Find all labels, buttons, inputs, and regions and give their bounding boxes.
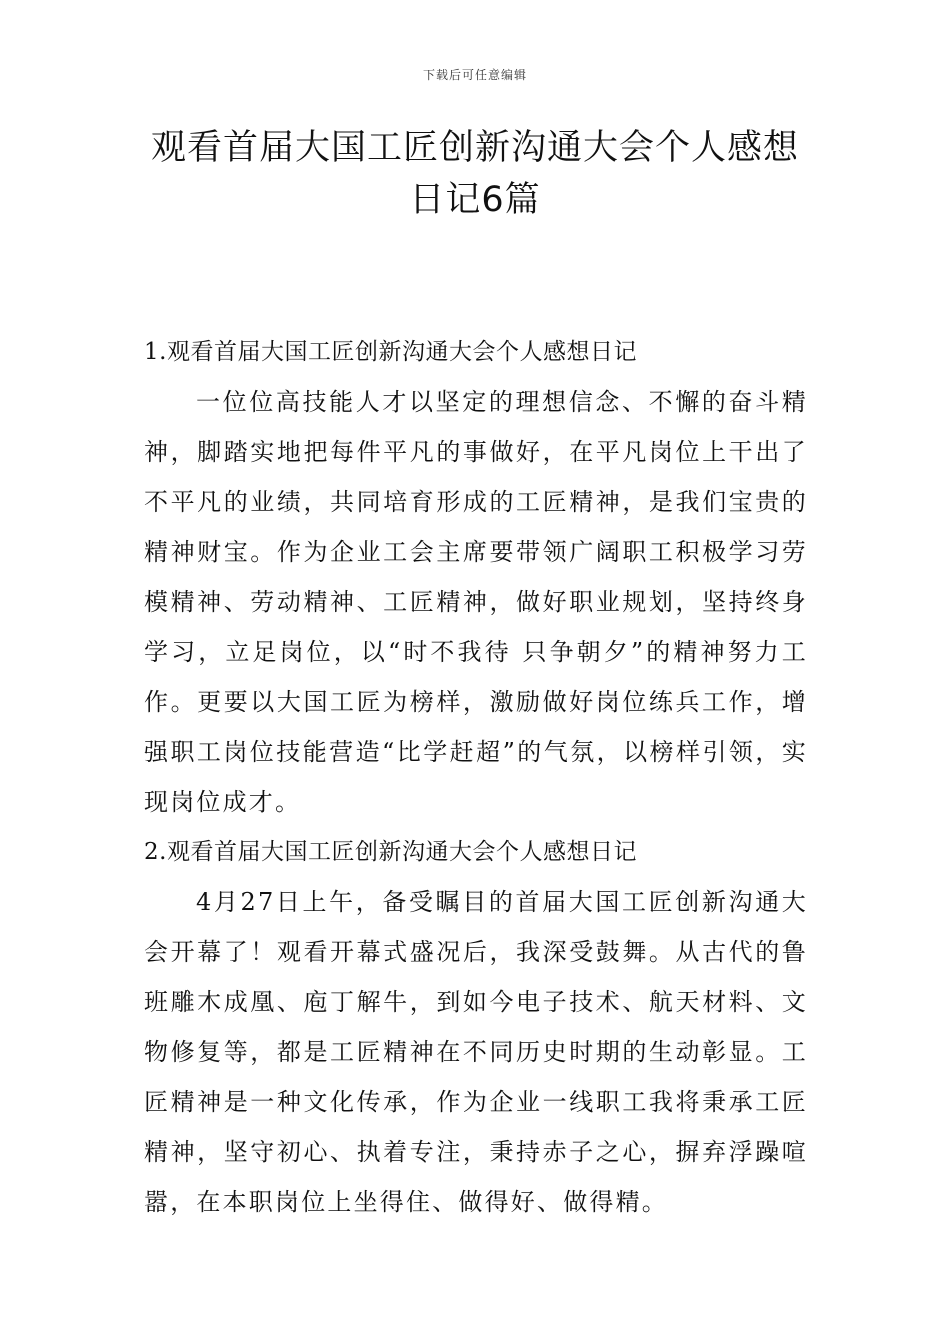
title-line-2: 日记6篇 [409, 180, 541, 220]
section-2-paragraph: 4月27日上午，备受瞩目的首届大国工匠创新沟通大会开幕了！观看开幕式盛况后，我深受鼓舞。从古代的鲁班雕木成凰、庖丁解牛，到如今电子技术、航天材料、文物修复等，都是工匠精神在不同历史时期的生动彰显。工匠精神是一种文化传承，作为企业一线职工我将秉承工匠精神，坚守初心、执着专注，秉持赤子之心，摒弃浮躁喧嚣，在本职岗位上坐得住、做得好、做得精。 [144, 888, 808, 1216]
section-2-heading: 2.观看首届大国工匠创新沟通大会个人感想日记 [144, 839, 637, 865]
section-1-heading: 1.观看首届大国工匠创新沟通大会个人感想日记 [144, 339, 637, 365]
document-body [144, 327, 808, 1227]
title-line-1: 观看首届大国工匠创新沟通大会个人感想 [150, 128, 799, 168]
header-note: 下载后可任意编辑 [422, 68, 527, 82]
section-1-paragraph: 一位位高技能人才以坚定的理想信念、不懈的奋斗精神，脚踏实地把每件平凡的事做好，在平凡岗位上干出了不平凡的业绩，共同培育形成的工匠精神，是我们宝贵的精神财宝。作为企业工会主席要带领广阔职工积极学习劳模精神、劳动精神、工匠精神，做好职业规划，坚持终身学习，立足岗位，以“时不我待 只争朝夕”的精神努力工作。更要以大国工匠为榜样，激励做好岗位练兵工作，增强职工岗位技能营造“比学赶超”的气氛，以榜样引领，实现岗位成才。 [144, 388, 808, 816]
document-title [120, 122, 830, 226]
